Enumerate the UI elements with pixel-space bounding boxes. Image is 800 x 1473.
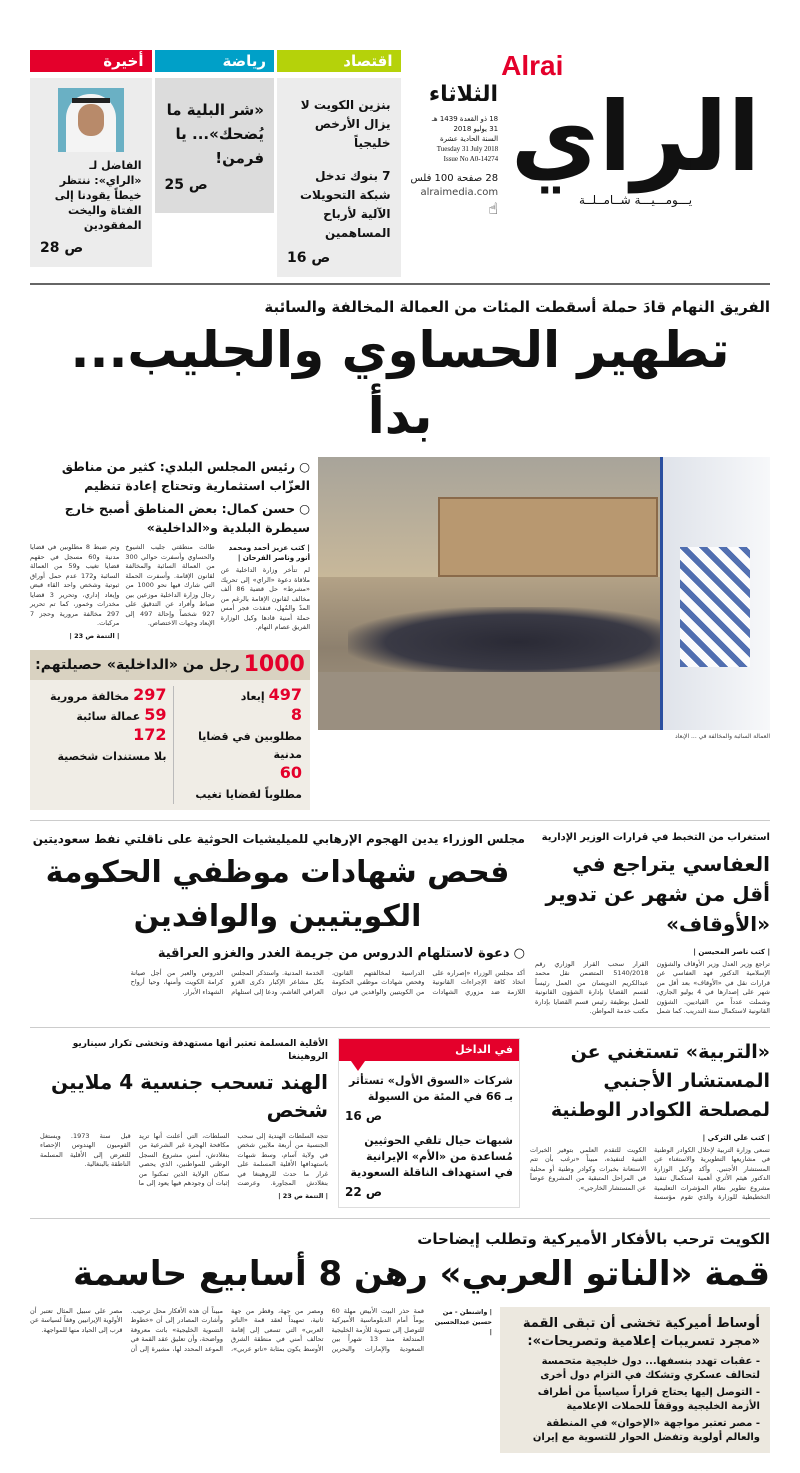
hand-pointer-icon: ☝ (488, 199, 499, 218)
inside-item[interactable] (339, 1129, 519, 1207)
third-row (30, 1038, 770, 1208)
teaser-last[interactable] (30, 78, 152, 267)
byline: | واشنطن - من حسين عبدالحسين | (434, 1307, 492, 1336)
india-kicker: الأقلية المسلمة تعتبر أنها مستهدفة وتخشى تكرار سيناريو الروهينغا (72, 1038, 328, 1062)
inside-label: في الداخل (339, 1039, 519, 1061)
pages-price: 28 صفحة 100 فلس (410, 173, 499, 184)
body-text: أكد مجلس الوزراء «إصراره على اتخاذ كافة الإجراءات القانونية اللازمة ضد مزوري الشهادات الدراسية لمخالفتهم القانون، وفحص شهادات موظفي الحكومة من الكويتيين والوافدين في ديوان الخدمة المدنية. واستذكر المجلس بكل مشاعر الإكبار ذكرى الغزو العراقي الغاشم، ودعا إلى استلهام الدروس والعبر من أجل صيانة كرامة الكويت وأمنها، وحيا أرواح الشهداء الأبرار. (130, 968, 525, 996)
body-text: لم تتأخر وزارة الداخلية عن ملاقاة دعوة «الراي» إلى تحريك «مشرط» حل قضية 86 ألف مخالف لقانون الإقامة بالرغم من المدّ والمُهل، فنفذت فجر أمس حملة أمنية قادها وكيل الوزارة الفريق عصام النهام. (220, 566, 310, 631)
nato-highlights-box (500, 1307, 770, 1453)
pointer-arrow-icon (351, 1061, 365, 1071)
inside-box (338, 1038, 520, 1208)
masthead-row (30, 50, 770, 277)
stats-title-text: رجل من «الداخلية» حصيلتهم: (35, 656, 240, 673)
teaser-headline[interactable]: «شر البلية ما يُضحك»... يا فرمن! (166, 101, 265, 167)
lead-headline[interactable]: تطهير الحساوي والجليب... بدأ (70, 321, 730, 445)
afasi-story (535, 831, 770, 1017)
box-title: أوساط أميركية تخشى أن تبقى القمة «مجرد تسريبات إعلامية وتصريحات»: (522, 1315, 760, 1349)
inside-item[interactable] (339, 1061, 519, 1129)
stat-item: 8 مطلوبين في قضايا مدنية (198, 704, 302, 761)
teaser-headline[interactable]: الفاضل لـ «الراي»: ننتظر خيطاً يقودنا إلى الفتاة واليخت المفقودين (54, 159, 142, 232)
website-link[interactable]: alraimedia.com (420, 187, 499, 198)
body-column (30, 543, 119, 644)
second-row (30, 831, 770, 1017)
lead-kicker: الفريق النهام قادَ حملة أسقطت المئات من العمالة المخالفة والسائبة (264, 298, 770, 316)
teaser-sports[interactable] (155, 78, 275, 213)
stat-item: 172 بلا مستندات شخصية (57, 724, 167, 763)
cabinet-story (30, 831, 525, 998)
cabinet-subhead: ○ دعوة لاستلهام الدروس من جريمة الغدر والغزو العراقية (30, 945, 525, 963)
lead-subheads (30, 457, 310, 537)
body-column (221, 543, 310, 644)
section-economy (277, 50, 400, 277)
india-story (40, 1038, 328, 1204)
stats-title-number: 1000 (243, 651, 305, 677)
body-text: تراجع وزير العدل وزير الأوقاف والشؤون الإسلامية الدكتور فهد العفاسي عن قرارات نقل في «الأوقاف» بعد أقل من شهر على إصدارها في 4 يوليو الجاري، وشملت عدداً من القياديين. الشؤون القانونية لاستكمال سنة التدريب. كما شمل القرار سحب القرار الوزاري رقم 5140/2018 المتضمن نقل محمد عبدالكريم الدويسان من العمل رئيساً لقسم القضايا بإدارة الشؤون القانونية للعمل بوظيفة رئيس قسم القضايا بإدارة مكتب خدمة المواطن. (535, 959, 770, 1015)
body-text: تسعى وزارة التربية لإحلال الكوادر الوطنية في مشاريعها التطويرية والاستغناء عن المستشار الأجنبي. وأكد وكيل الوزارة الدكتور هيثم الأثري أهمية استكمال تنفيذ مشروع تطوير نظام المؤشرات التعليمية التخطيطية للوزارة والذي تقوم مؤسسة الكويت للتقدم العلمي بتوفير الخبرات الفنية لتنفيذه، مبيناً «نرغب بأن تتم الاستعانة بخبرات وكوادر وطنية أو محلية في المراحل المتبقية من المشروع عوضاً عن المستشار الخارجي». (530, 1145, 770, 1201)
teaser-economy[interactable] (277, 78, 400, 277)
english-date: Tuesday 31 July 2018 (436, 145, 499, 153)
logo-tagline: يـــومـــيـــة شــامــلــة (579, 193, 693, 207)
stats-title (30, 650, 310, 680)
cabinet-headline[interactable]: فحص شهادات موظفي الحكومة الكويتيين والوافدين (45, 854, 510, 934)
masthead-logo[interactable] (501, 50, 770, 208)
columnist-photo (58, 88, 124, 152)
section-header-economy[interactable]: اقتصاد (277, 50, 400, 72)
afasi-kicker: استغراب من التخبط في قرارات الوزير الإدارية (541, 831, 770, 843)
body-text: تتجه السلطات الهندية إلى سحب الجنسية من أربعة ملايين شخص في ولاية آسام، وسط شبهات باستهدافها الأقلية المسلمة على غرار ما حدث للروهينغا في بنغلادش المجاورة. وعرضت السلطات، التي أعلنت أنها تريد مكافحة الهجرة غير الشرعية من بنغلادش، أمس مشروع السجل الوطني للمواطنين، الذي يحصي سكان الولاية الذين تمكنوا من إثبات أن وجودهم فيها يعود إلى ما قبل سنة 1973. ويستغل القوميون الهندوس الإحصاء للتعرض إلى الأقلية المسلمة الناطقة بالبنغالية. (40, 1131, 328, 1187)
page-ref: ص 28 (40, 240, 84, 256)
divider (30, 820, 770, 821)
teaser-headline[interactable]: 7 بنوك تدخل شبكة التحويلات الآلية لأرباح المساهمين (300, 169, 391, 240)
lead-body (30, 543, 310, 644)
teaser-headline[interactable]: بنزين الكويت لا يزال الأرخص خليجياً (300, 98, 391, 150)
byline: | كتب ناصر المحيسن | (693, 947, 770, 956)
box-item: - التوصل إليها يحتاج قراراً سياسياً من أطراف الأزمة الخليجية ووقفاً للحملات الإعلامية (537, 1386, 760, 1412)
subhead: ○ رئيس المجلس البلدي: كثير من مناطق العزّاب استثمارية وتحتاج إعادة تنظيم (30, 457, 310, 495)
cabinet-kicker: مجلس الوزراء يدين الهجوم الإرهابي للميليشيات الحوثية على ناقلتي نفط سعوديتين (32, 831, 525, 846)
body-text: طالت منطقتي جليب الشيوخ والحساوي وأسفرت حوالي 300 من العمالة السائبة والمخالفة لقانون الإقامة. وأسفرت الحملة التي شارك فيها نحو 1000 من رجال وزارة الداخلية موزعين بين ضباط وأفراد عن التدقيق على 927 شخصاً وإحالة 497 إلى الإبعاد وجهات الاختصاص. (125, 543, 215, 627)
stat-item: 59 عمالة سائبة (76, 704, 167, 724)
section-header-last[interactable]: أخيرة (30, 50, 152, 72)
nato-headline[interactable]: قمة «الناتو العربي» رهن 8 أسابيع حاسمة (73, 1253, 770, 1294)
lead-photo[interactable] (318, 457, 770, 730)
issue-number: Issue No A0-14274 (443, 155, 499, 163)
page-ref: ص 22 (345, 1184, 383, 1199)
byline: | كتب عزيز أحمد ومحمد أنور وناصر الفرحان | (228, 544, 310, 562)
byline: | كتب علي التركي | (702, 1133, 770, 1142)
india-headline[interactable]: الهند تسحب جنسية 4 ملايين شخص (51, 1069, 328, 1122)
page-ref: ص 16 (345, 1108, 383, 1123)
tarbiya-headline[interactable]: «التربية» تستغني عن المستشار الأجنبي لمصلحة الكوادر الوطنية (550, 1040, 770, 1121)
stats-box (30, 650, 310, 810)
lead-row (30, 457, 770, 810)
divider (30, 1027, 770, 1028)
inside-item-text: شبهات حيال تلقي الحوثيين مُساعدة من «الأم» الإيرانية في استهداف الناقلة السعودية (350, 1133, 513, 1179)
gregorian-date: 31 يوليو 2018 (453, 125, 499, 133)
box-item: - عقبات تهدد بنسفها... دول خليجية متحمسة لتحالف عسكري وتشكك في التزام دول أخرى (540, 1355, 760, 1381)
page-ref: ص 25 (164, 177, 208, 193)
nato-row (30, 1307, 770, 1453)
box-item: - مصر تعتبر مواجهة «الإخوان» في المنطقة والعالم أولوية وتفضل الحوار للتسوية مع إيران (532, 1417, 760, 1443)
issue-info (404, 50, 499, 218)
continued-link[interactable]: | التتمة ص 23 | (69, 631, 120, 640)
section-header-sports[interactable]: رياضة (155, 50, 275, 72)
section-last (30, 50, 152, 267)
masthead-rule (30, 283, 770, 285)
lead-left-column (30, 457, 310, 810)
hijri-date: 18 ذو القعدة 1439 هـ (431, 115, 499, 123)
logo-arabic: الراي (510, 81, 761, 193)
photo-caption: العمالة السائبة والمخالفة في ... الإبعاد (674, 733, 770, 740)
inside-item-text: شركات «السوق الأول» تستأثر بـ 66 في المئة من السيولة (348, 1073, 513, 1103)
nato-kicker: الكويت ترحب بالأفكار الأميركية وتطلب إيضاحات (417, 1229, 770, 1248)
stat-item: 497 إبعاد (240, 684, 302, 704)
tarbiya-story (530, 1038, 770, 1203)
body-text: وتم ضبط 8 مطلوبين في قضايا مدنية و60 مسجل في حقهم قضايا تغيب و59 من العمالة السائبة و172 عدم حمل أوراق ثبوتية وشخص واحد القاء قبض وإبعاد إداري، وتحرير 3 قضايا مخدرات وخمور، كما تم تحرير 297 مخالفة مرورية وحجز 7 مركبات. (30, 543, 120, 627)
divider (30, 1218, 770, 1219)
section-sports (155, 50, 275, 213)
body-text: قمة حذر البيت الأبيض مهلة 60 يوماً أمام الدبلوماسية الأميركية للتوصل إلى تسوية للأزمة الخليجية المندلعة منذ 13 شهراً بين السعودية والإمارات والبحرين ومصر من جهة، وقطر من جهة ثانية، تمهيداً لعقد قمة «الناتو العربي» التي تسعى إلى إقامة تحالف أمني في منطقة الشرق الأوسط يكون بمثابة «ناتو عربي»، مبيناً أن هذه الأفكار محل ترحيب. وأشارت المصادر إلى أن «خطوط التسوية الخليجية» باتت معروفة وواضحة، وأن تعليق عقد القمة في الموعد المحدد لها، مشيرة إلى أن مصر على سبيل المثال تعتبر أن الأولوية الإيرانيين وفقاً لسياسة عن قرب إلى الحياد منها للمواجهة. (30, 1306, 424, 1353)
logo-english: Alrai (501, 50, 564, 81)
subhead: ○ حسن كمال: بعض المناطق أصبح خارج سيطرة البلدية و«الداخلية» (30, 499, 310, 537)
year: السنة الحادية عشرة (439, 135, 499, 143)
weekday: الثلاثاء (428, 82, 499, 107)
page-ref: ص 16 (287, 250, 331, 266)
afasi-headline[interactable]: العفاسي يتراجع في أقل من شهر عن تدوير «الأوقاف» (545, 851, 770, 936)
stat-item: 60 مطلوباً لقضايا تغيب (195, 762, 302, 801)
continued-link[interactable]: | التتمة ص 23 | (278, 1191, 328, 1200)
photo-block (318, 457, 770, 741)
stat-item: 297 مخالفة مرورية (50, 684, 167, 704)
